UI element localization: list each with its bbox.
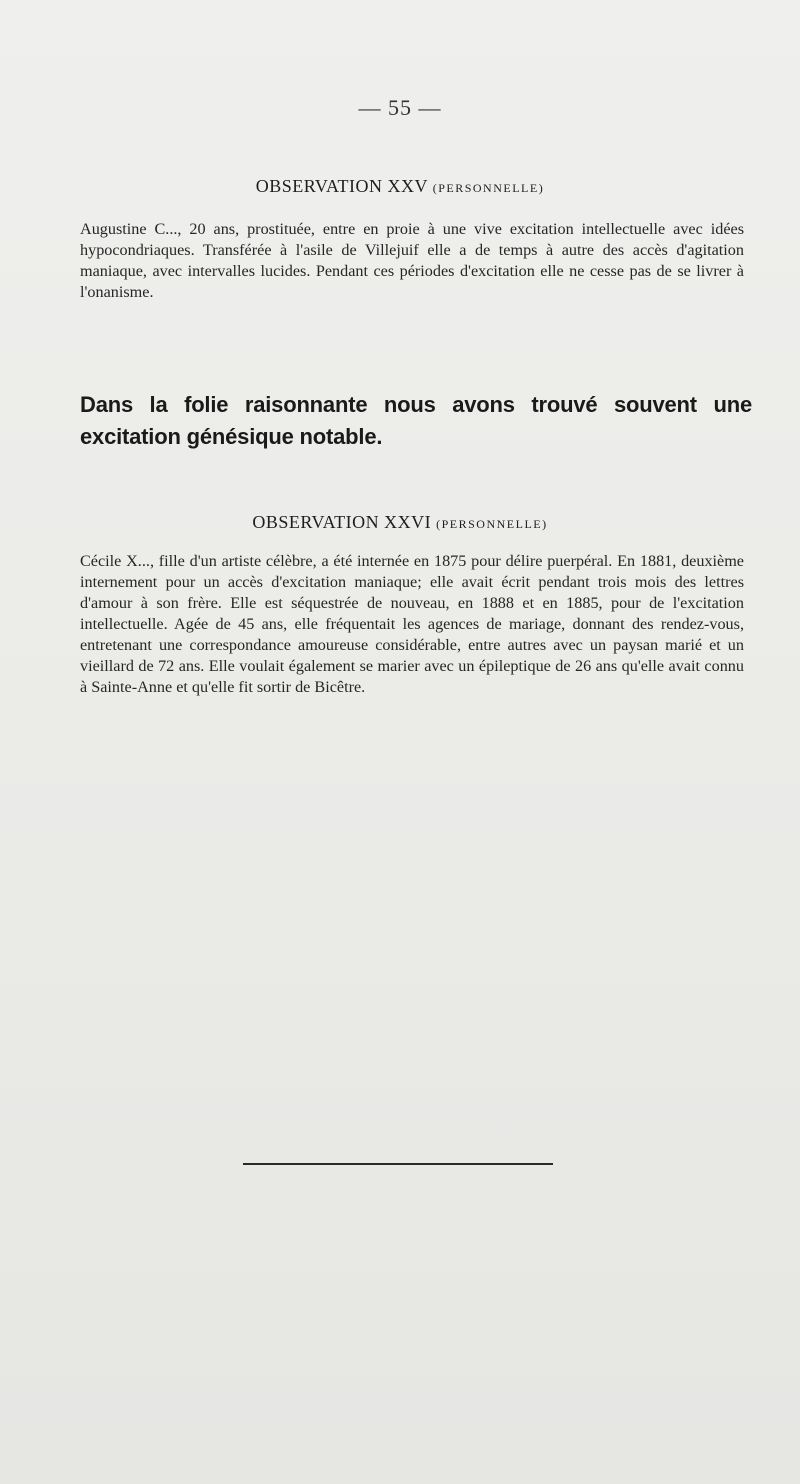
emphasis-paragraph: Dans la folie raisonnante nous avons trouvé souvent une excitation génésique notable. (80, 392, 752, 449)
section-divider-rule (243, 1163, 553, 1165)
observation-26-title: OBSERVATION XXVI (252, 512, 432, 532)
observation-26-text: Cécile X..., fille d'un artiste célèbre, a été internée en 1875 pour délire puerpéral. En 1881, deuxième internement pour un accès d'excitation maniaque; elle avait écrit pendant trois mois des lettres d'amour à son frère. Elle est séquestrée de nouveau, en 1888 et en 1885, pour de l'excitation intellectuelle. Agée de 45 ans, elle fréquentait les agences de mariage, donnant des rendez-vous, entretenant une correspondance amoureuse considérable, entre autres avec un paysan marié et un vieillard de 72 ans. Elle voulait également se marier avec un épileptique de 26 ans qu'elle avait connu à Sainte-Anne et qu'elle fit sortir de Bicêtre. (80, 552, 744, 696)
observation-25-note: (PERSONNELLE) (432, 181, 545, 195)
observation-25-heading (0, 176, 800, 197)
observation-25-text: Augustine C..., 20 ans, prostituée, entre en proie à une vive excitation intellectuelle avec idées hypocondriaques. Transférée à l'asile de Villejuif elle a de temps à autre des accès d'agitation maniaque, avec intervalles lucides. Pendant ces périodes d'excitation elle ne cesse pas de se livrer à l'onanisme. (80, 220, 744, 301)
observation-26-note: (PERSONNELLE) (436, 517, 548, 531)
page-number: — 55 — (358, 95, 442, 120)
observation-25-title: OBSERVATION XXV (255, 176, 428, 196)
observation-26-heading (0, 512, 800, 533)
